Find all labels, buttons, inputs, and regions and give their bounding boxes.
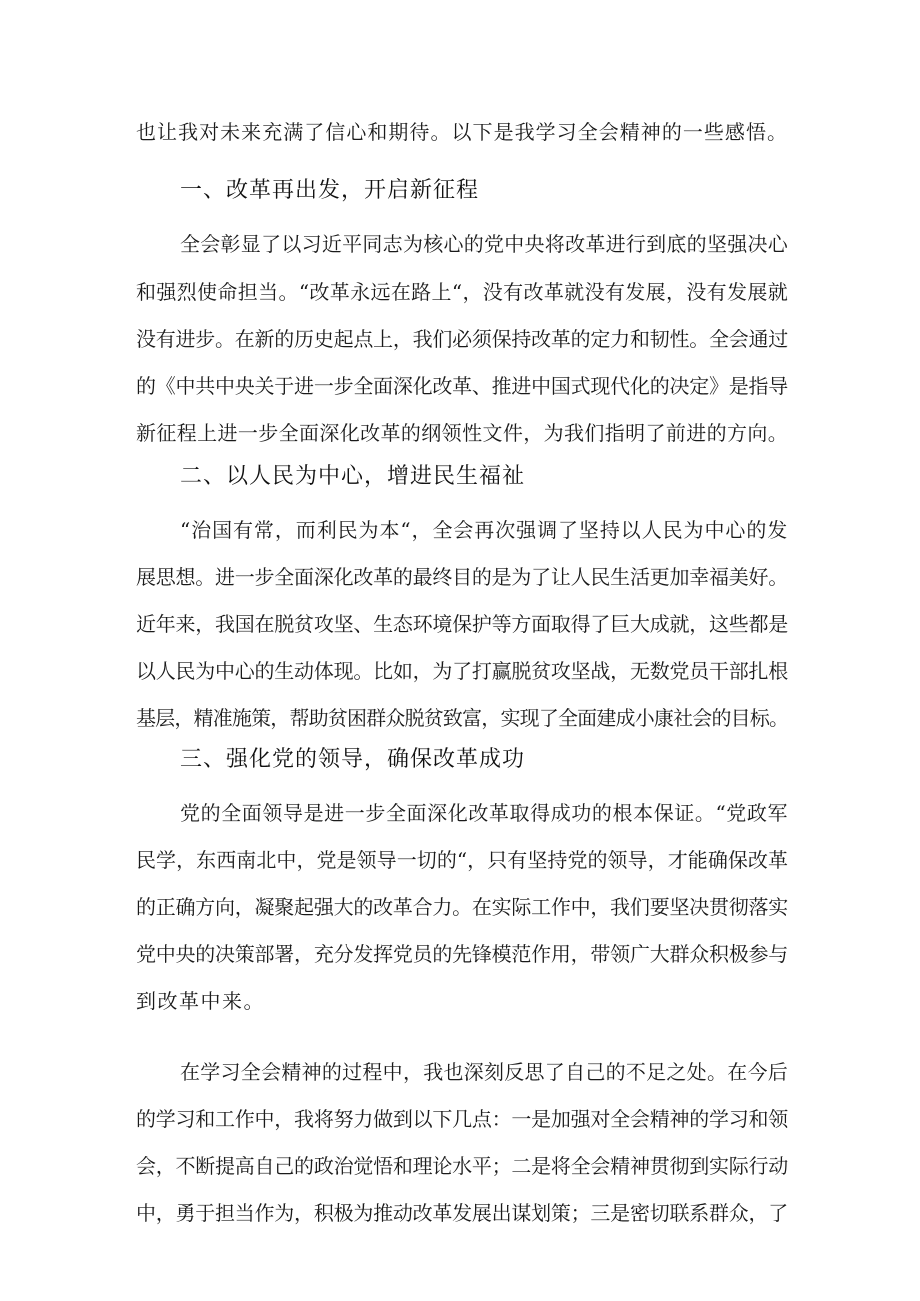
section-2-heading: 二、以人民为中心，增进民生福祉 <box>180 464 526 489</box>
closing-paragraph-line: 在学习全会精神的过程中，我也深刻反思了自己的不足之处。在今后 <box>180 1060 788 1084</box>
section-1-paragraph-line: 和强烈使命担当。“改革永远在路上“，没有改革就没有发展，没有发展就 <box>136 280 788 304</box>
section-2-paragraph-line: 基层，精准施策，帮助贫困群众脱贫致富，实现了全面建成小康社会的目标。 <box>136 706 788 730</box>
closing-paragraph-line: 中，勇于担当作为，积极为推动改革发展出谋划策；三是密切联系群众，了 <box>136 1201 788 1225</box>
closing-paragraph-line: 的学习和工作中，我将努力做到以下几点：一是加强对全会精神的学习和领 <box>136 1107 788 1131</box>
closing-paragraph-line: 会，不断提高自己的政治觉悟和理论水平；二是将全会精神贯彻到实际行动 <box>136 1154 788 1178</box>
section-3-paragraph-line: 民学，东西南北中，党是领导一切的“，只有坚持党的领导，才能确保改革 <box>136 848 788 872</box>
section-3-heading: 三、强化党的领导，确保改革成功 <box>180 747 526 772</box>
section-1-heading: 一、改革再出发，开启新征程 <box>180 178 480 203</box>
intro-text-line: 也让我对未来充满了信心和期待。以下是我学习全会精神的一些感悟。 <box>136 120 788 144</box>
section-1-paragraph-line: 的《中共中央关于进一步全面深化改革、推进中国式现代化的决定》是指导 <box>136 374 788 398</box>
section-1-paragraph-line: 新征程上进一步全面深化改革的纲领性文件，为我们指明了前进的方向。 <box>136 421 788 445</box>
section-1-paragraph-line: 全会彰显了以习近平同志为核心的党中央将改革进行到底的坚强决心 <box>180 232 788 256</box>
section-2-paragraph-line: 以人民为中心的生动体现。比如，为了打赢脱贫攻坚战，无数党员干部扎根 <box>136 659 788 683</box>
section-2-paragraph-line: 近年来，我国在脱贫攻坚、生态环境保护等方面取得了巨大成就，这些都是 <box>136 612 788 636</box>
section-1-paragraph-line: 没有进步。在新的历史起点上，我们必须保持改革的定力和韧性。全会通过 <box>136 327 788 351</box>
section-2-paragraph-line: 展思想。进一步全面深化改革的最终目的是为了让人民生活更加幸福美好。 <box>136 565 788 589</box>
section-3-paragraph-line: 到改革中来。 <box>136 989 265 1013</box>
section-3-paragraph-line: 党的全面领导是进一步全面深化改革取得成功的根本保证。“党政军 <box>180 801 788 825</box>
section-3-paragraph-line: 的正确方向，凝聚起强大的改革合力。在实际工作中，我们要坚决贯彻落实 <box>136 895 788 919</box>
section-3-paragraph-line: 党中央的决策部署，充分发挥党员的先锋模范作用，带领广大群众积极参与 <box>136 942 788 966</box>
section-2-paragraph-line: “治国有常，而利民为本“，全会再次强调了坚持以人民为中心的发 <box>180 518 788 542</box>
